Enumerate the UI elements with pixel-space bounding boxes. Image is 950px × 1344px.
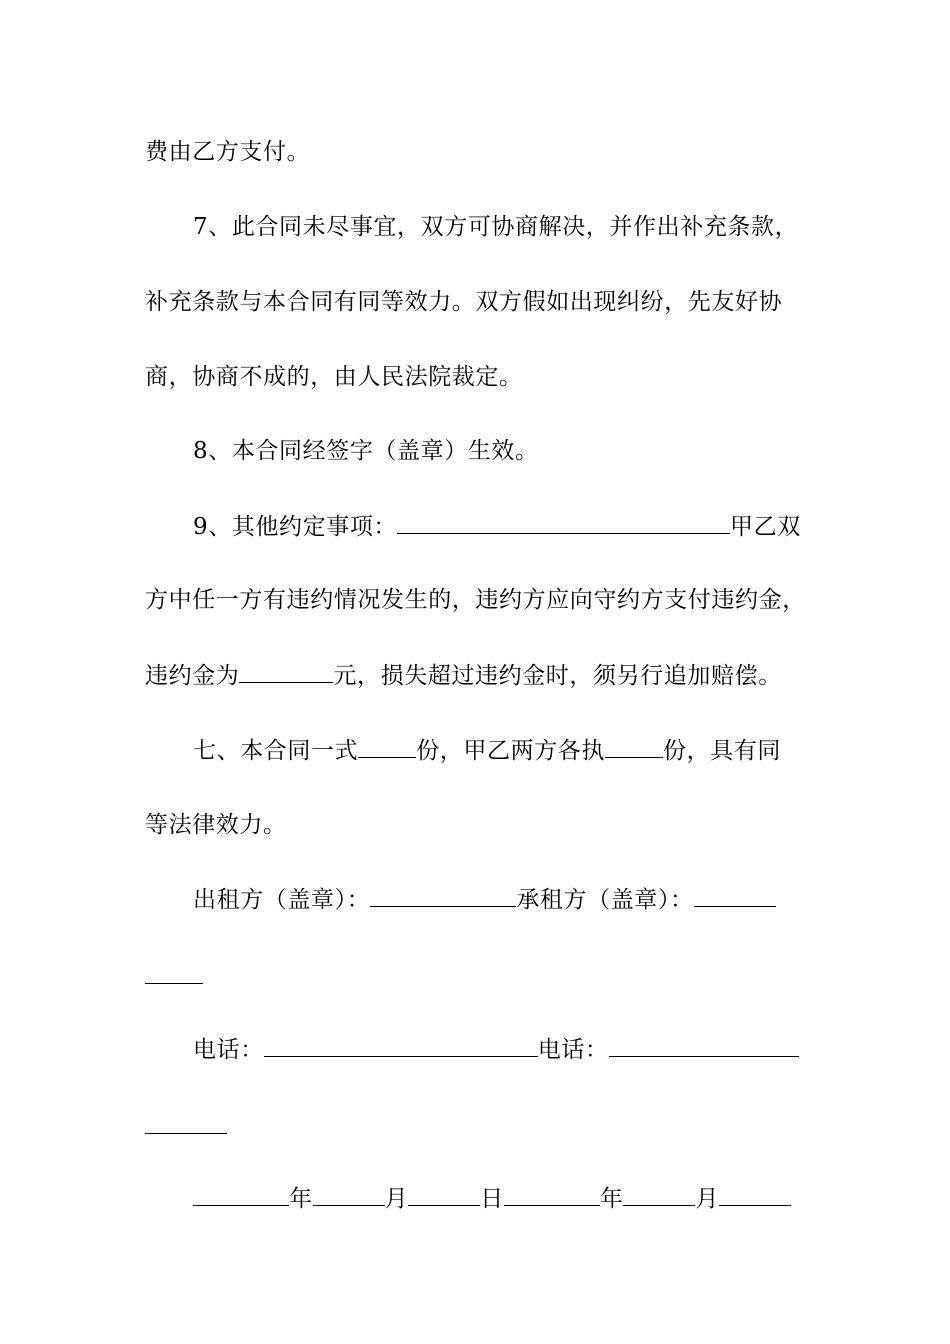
clause-7-continued: 补充条款与本合同有同等效力。双方假如出现纠纷，先友好协 bbox=[145, 289, 783, 315]
year-label: 年 bbox=[289, 1186, 313, 1212]
day-label: 日 bbox=[480, 1186, 504, 1212]
lessor-phone-blank[interactable] bbox=[264, 1034, 538, 1057]
paragraph-line bbox=[145, 810, 287, 840]
month-label: 月 bbox=[695, 1186, 720, 1212]
breach-clause-text: 方中任一方有违约情况发生的，违约方应向守约方支付违约金， bbox=[145, 587, 806, 613]
lessor-seal-label: 出租方（盖章）： bbox=[193, 887, 371, 913]
lessor-phone-label: 电话： bbox=[193, 1037, 264, 1063]
paragraph-line bbox=[193, 1183, 791, 1214]
copies-label: 七、本合同一式 bbox=[193, 738, 359, 764]
paragraph-line bbox=[193, 212, 798, 242]
copies-end-text: 份，具有同 bbox=[663, 738, 782, 764]
copies-each-label: 份，甲乙两方各执 bbox=[416, 738, 606, 764]
lessor-year-blank[interactable] bbox=[193, 1183, 289, 1206]
lessee-seal-blank-continued[interactable] bbox=[145, 982, 203, 984]
clause-8-text: 8、本合同经签字（盖章）生效。 bbox=[193, 438, 539, 464]
paragraph-line bbox=[193, 884, 776, 915]
clause-9-label: 9、其他约定事项： bbox=[193, 514, 398, 540]
lessor-seal-blank[interactable] bbox=[370, 884, 516, 907]
lessee-year-blank[interactable] bbox=[504, 1183, 600, 1206]
lessee-day-blank[interactable] bbox=[719, 1183, 791, 1206]
other-matters-blank[interactable] bbox=[397, 511, 730, 534]
paragraph-line bbox=[145, 585, 806, 615]
lessee-seal-label: 承租方（盖章）： bbox=[516, 887, 694, 913]
paragraph-line bbox=[145, 137, 310, 167]
paragraph-line bbox=[193, 1034, 799, 1065]
copies-each-blank[interactable] bbox=[605, 735, 663, 758]
lessee-phone-blank-continued[interactable] bbox=[145, 1132, 227, 1134]
paragraph-line bbox=[193, 735, 781, 766]
penalty-amount-blank[interactable] bbox=[239, 660, 333, 683]
paragraph-line bbox=[193, 511, 801, 542]
paragraph-line bbox=[145, 660, 782, 691]
paragraph-line bbox=[145, 287, 782, 317]
lessee-seal-blank[interactable] bbox=[694, 884, 776, 907]
penalty-text: 元，损失超过违约金时，须另行追加赔偿。 bbox=[333, 663, 782, 689]
lessee-phone-label: 电话： bbox=[537, 1037, 609, 1063]
clause-7-text: 7、此合同未尽事宜，双方可协商解决，并作出补充条款， bbox=[193, 214, 799, 240]
lessee-month-blank[interactable] bbox=[623, 1183, 695, 1206]
month-label: 月 bbox=[384, 1186, 409, 1212]
year-label: 年 bbox=[599, 1186, 624, 1212]
copies-total-blank[interactable] bbox=[358, 735, 416, 758]
clause-7-end: 商，协商不成的，由人民法院裁定。 bbox=[145, 364, 523, 390]
paragraph-line bbox=[145, 362, 523, 392]
penalty-label: 违约金为 bbox=[145, 663, 240, 689]
lessor-month-blank[interactable] bbox=[313, 1183, 385, 1206]
paragraph-line bbox=[193, 436, 539, 466]
lessor-day-blank[interactable] bbox=[408, 1183, 480, 1206]
clause-9-continued: 甲乙双 bbox=[730, 514, 801, 540]
lessee-phone-blank[interactable] bbox=[609, 1034, 799, 1057]
text-fee-paid-by-b: 费由乙方支付。 bbox=[145, 139, 311, 165]
equal-legal-effect-text: 等法律效力。 bbox=[145, 812, 287, 838]
